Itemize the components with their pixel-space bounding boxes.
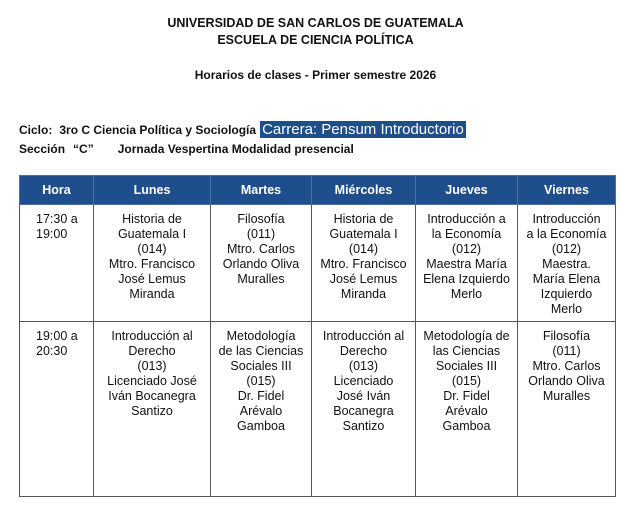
class-cell [211, 322, 312, 497]
class-cell [94, 322, 211, 497]
class-text: Introducción a la Economía (012) Maestra María Elena Izquierdo Merlo [423, 212, 510, 301]
class-cell [416, 322, 518, 497]
class-text: Metodología de las Ciencias Sociales III (015) Dr. Fidel Arévalo Gamboa [423, 329, 510, 433]
ciclo-line [19, 121, 466, 138]
schedule-subtitle: Horarios de clases - Primer semestre 2026 [194, 68, 437, 82]
class-text: Introducción a la Economía (012) Maestra. María Elena Izquierdo Merlo [526, 212, 607, 316]
time-cell [20, 205, 94, 322]
class-text: Introducción al Derecho (013) Licenciado José Iván Bocanegra Santizo [107, 329, 197, 418]
class-text: Historia de Guatemala I (014) Mtro. Francisco José Lemus Miranda [108, 212, 196, 301]
table-row [20, 205, 616, 322]
class-cell [416, 205, 518, 322]
column-header-lunes: Lunes [94, 176, 211, 205]
class-text: Metodología de las Ciencias Sociales III (015) Dr. Fidel Arévalo Gamboa [218, 329, 304, 433]
table-header-row [20, 176, 616, 205]
time-text: 17:30 a 19:00 [36, 212, 78, 241]
time-cell [20, 322, 94, 497]
column-header-martes: Martes [211, 176, 312, 205]
class-text: Filosofía (011) Mtro. Carlos Orlando Oliva Muralles [528, 329, 605, 403]
class-cell [312, 205, 416, 322]
ciclo-label: Ciclo: [19, 123, 53, 137]
class-text: Historia de Guatemala I (014) Mtro. Francisco José Lemus Miranda [320, 212, 407, 301]
carrera-highlight: Carrera: Pensum Introductorio [262, 121, 464, 138]
column-header-viernes: Viernes [518, 176, 616, 205]
time-text: 19:00 a 20:30 [36, 329, 78, 358]
school-title: ESCUELA DE CIENCIA POLÍTICA [217, 33, 414, 47]
seccion-value: “C” [73, 142, 94, 156]
class-cell [211, 205, 312, 322]
ciclo-value: 3ro C Ciencia Política y Sociología [59, 123, 257, 137]
class-cell [518, 205, 616, 322]
column-header-miercoles: Miércoles [312, 176, 416, 205]
column-header-jueves: Jueves [416, 176, 518, 205]
class-text: Introducción al Derecho (013) Licenciado José Iván Bocanegra Santizo [322, 329, 405, 433]
table-row [20, 322, 616, 497]
schedule-table [19, 175, 616, 497]
class-cell [94, 205, 211, 322]
class-text: Filosofía (011) Mtro. Carlos Orlando Oliva Muralles [222, 212, 300, 286]
jornada-text: Jornada Vespertina Modalidad presencial [117, 142, 354, 156]
column-header-hora: Hora [20, 176, 94, 205]
seccion-label: Sección [19, 142, 66, 156]
class-cell [518, 322, 616, 497]
seccion-line [19, 142, 354, 156]
class-cell [312, 322, 416, 497]
university-title: UNIVERSIDAD DE SAN CARLOS DE GUATEMALA [167, 16, 464, 30]
